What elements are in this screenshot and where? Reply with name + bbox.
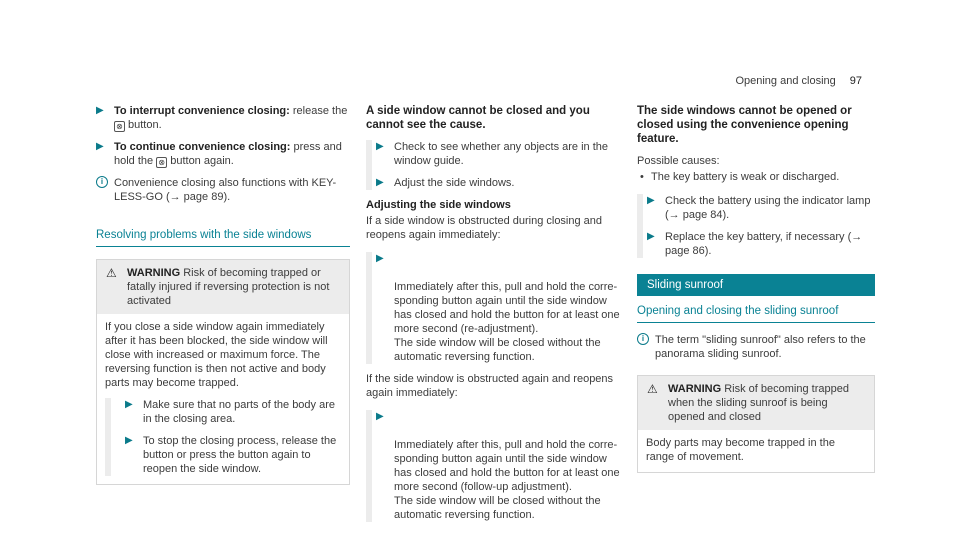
steps-follow-up [366, 410, 622, 522]
step-text: Immediately after this, pull and hold the corre-sponding button again until the side window has closed and hold the button for at least one more second (re-adjustment). The side window will be closed without the automatic reversing function. [394, 281, 620, 363]
steps-check [366, 140, 622, 190]
step-arrow-icon: ▶ [376, 411, 384, 422]
step-arrow-icon: ▶ [647, 195, 655, 206]
step-text: Make sure that no parts of the body are in the closing area. [143, 399, 336, 425]
bullet-icon: • [640, 171, 644, 183]
column-2 [366, 104, 622, 530]
problem-heading: A side window cannot be closed and you cannot see the cause. [366, 105, 590, 131]
warning-label: WARNING [668, 383, 722, 395]
step-continue-closing [96, 140, 350, 168]
warning-step [125, 434, 341, 476]
note-keyless-go [96, 176, 350, 204]
step-text: button again. [170, 155, 234, 167]
subheading: Adjusting the side windows [366, 199, 511, 211]
steps-battery [637, 194, 875, 258]
cause-item [637, 170, 875, 184]
warning-label: WARNING [127, 267, 181, 279]
note-sunroof [637, 333, 875, 361]
warning-box [637, 375, 875, 473]
step-arrow-icon: ▶ [96, 105, 104, 116]
step-text: press and hold the [114, 141, 342, 167]
step-interrupt-closing [96, 104, 350, 132]
step-arrow-icon: ▶ [647, 231, 655, 242]
step-check-battery [647, 194, 875, 222]
warning-steps [105, 398, 341, 476]
step-text: release the [292, 105, 348, 117]
step-arrow-icon: ▶ [376, 141, 384, 152]
step-follow-up-adjustment [376, 410, 622, 522]
step-check-objects [376, 140, 622, 168]
step-highlight: To continue convenience closing: [114, 141, 291, 153]
page-header [735, 74, 862, 88]
warning-triangle-icon: ⚠ [106, 266, 117, 280]
step-arrow-icon: ▶ [376, 253, 384, 264]
problem-heading: The side windows cannot be opened or closed using the convenience opening feature. [637, 105, 852, 145]
step-text: Adjust the side windows. [394, 177, 515, 189]
warning-step [125, 398, 341, 426]
step-adjust-windows [376, 176, 622, 190]
section-title: Opening and closing [735, 75, 836, 87]
step-text: Immediately after this, pull and hold the corre-sponding button again until the side window has closed and hold the button for at least one more second (follow-up adjustment). The side window will be closed without the automatic reversing function. [394, 439, 620, 521]
window-button-icon: ⊗ [114, 121, 125, 132]
warning-box [96, 259, 350, 485]
warning-headline: Risk of becoming trapped or fatally injured if reversing protection is not activated [127, 267, 330, 307]
warning-body [638, 430, 874, 472]
section-bar: Sliding sunroof [637, 274, 875, 296]
warning-body [97, 314, 349, 484]
causes-label: Possible causes: [637, 155, 720, 167]
cause-text: The key battery is weak or discharged. [651, 171, 840, 183]
step-text: Check the battery using the indicator lamp (→ page 84). [665, 195, 871, 221]
column-3 [637, 104, 875, 473]
step-text: Replace the key battery, if necessary (→ page 86). [665, 231, 863, 257]
window-button-icon: ⊗ [156, 157, 167, 168]
step-readjustment [376, 252, 622, 364]
step-text: Check to see whether any objects are in the window guide. [394, 141, 609, 167]
warning-header [638, 376, 874, 430]
warning-text: If you close a side window again immediately after it has been blocked, the side window will close with increased or maximum force. The reversing function is then not active and body parts may become trapped. [105, 321, 328, 389]
warning-triangle-icon: ⚠ [647, 382, 658, 396]
info-icon: i [637, 333, 649, 345]
step-arrow-icon: ▶ [125, 399, 133, 410]
step-replace-battery [647, 230, 875, 258]
warning-header [97, 260, 349, 314]
page-number: 97 [849, 75, 862, 87]
step-arrow-icon: ▶ [376, 177, 384, 188]
info-icon: i [96, 176, 108, 188]
section-heading: Resolving problems with the side windows [96, 228, 350, 247]
step-text: button. [128, 119, 162, 131]
warning-headline: Risk of becoming trapped when the sliding sunroof is being opened and closed [668, 383, 849, 423]
steps-readjust [366, 252, 622, 364]
column-1 [96, 104, 350, 485]
paragraph: If the side window is obstructed again and reopens again immediately: [366, 373, 614, 399]
note-text: The term "sliding sunroof" also refers to the panorama sliding sunroof. [655, 334, 866, 360]
step-text: To stop the closing process, release the button or press the button again to reopen the side window. [143, 435, 337, 475]
note-text: Convenience closing also functions with KEY-LESS-GO (→ page 89). [114, 177, 337, 203]
section-subheading: Opening and closing the sliding sunroof [637, 304, 875, 323]
step-arrow-icon: ▶ [96, 141, 104, 152]
paragraph: If a side window is obstructed during closing and reopens again immediately: [366, 215, 603, 241]
step-arrow-icon: ▶ [125, 435, 133, 446]
warning-text: Body parts may become trapped in the range of movement. [646, 437, 835, 463]
step-highlight: To interrupt convenience closing: [114, 105, 290, 117]
